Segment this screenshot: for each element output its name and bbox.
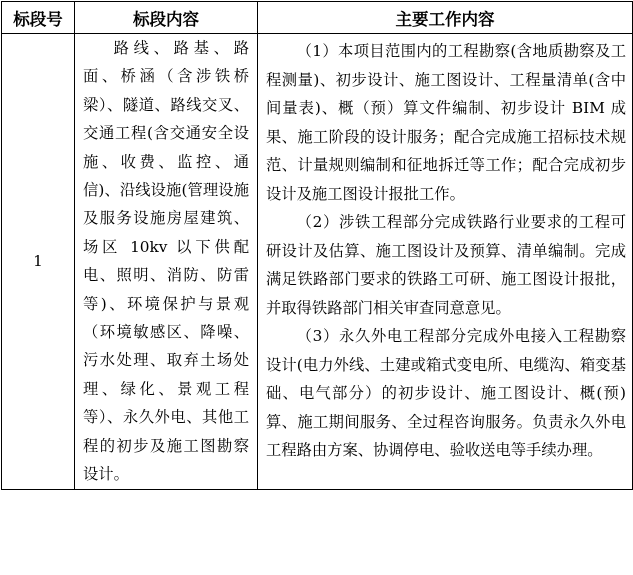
section-content-text: 路线、路基、路面、桥涵（含涉铁桥梁）、隧道、路线交叉、交通工程(含交通安全设施、收费、监控、通信)、沿线设施(管理设施及服务设施房屋建筑、场区 10kv 以下供配电、照明、消防、防雷等)、环境保护与景观（环境敏感区、降噪、污水处理、取弃土场处理、绿化、景观工程等）、永久外电、其他工程的初步及施工图勘察设计。 [83, 39, 249, 484]
work-paragraph-2: （2）涉铁工程部分完成铁路行业要求的工程可研设计及估算、施工图设计及预算、清单编制。完成满足铁路部门要求的铁路工可研、施工图设计报批，并取得铁路部门相关审查同意意见。 [266, 213, 626, 317]
header-main-work: 主要工作内容 [258, 2, 633, 34]
section-number-cell: 1 [2, 34, 75, 490]
header-row [2, 2, 633, 34]
work-paragraph-1: （1）本项目范围内的工程勘察(含地质勘察及工程测量)、初步设计、施工图设计、工程量清单(含中间量表)、概（预）算文件编制、初步设计 BIM 成果、施工阶段的设计服务；配合完成施工招标技术规范、计量规则编制和征地拆迁等工作；配合完成初步设计及施工图设计报批工作。 [266, 42, 626, 203]
header-section-no: 标段号 [2, 2, 75, 34]
work-paragraph-3: （3）永久外电工程部分完成外电接入工程勘察设计(电力外线、土建或箱式变电所、电缆沟、箱变基础、电气部分）的初步设计、施工图设计、概(预)算、施工期间服务、全过程咨询服务。负责永久外电工程路由方案、协调停电、验收送电等手续办理。 [266, 327, 626, 459]
main-work-cell [258, 34, 633, 490]
section-content-cell [75, 34, 258, 490]
bid-section-table [1, 1, 633, 490]
table-row [2, 34, 633, 490]
header-section-content: 标段内容 [75, 2, 258, 34]
